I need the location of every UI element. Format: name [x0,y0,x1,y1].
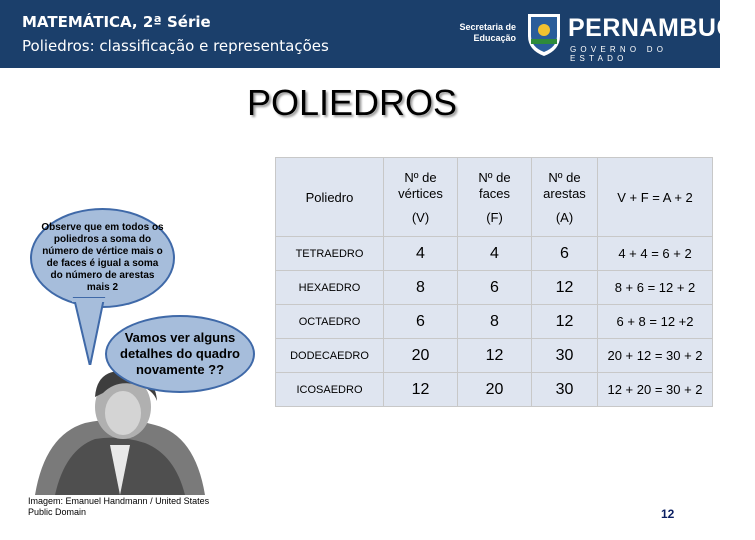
edges-value: 12 [532,305,598,339]
header-arestas-symbol: (A) [555,209,574,225]
slide-header [0,0,755,68]
header-faces [458,158,532,237]
state-emblem-icon [522,10,566,58]
edges-value: 30 [532,339,598,373]
secretaria-label: Secretaria de Educação [459,22,516,43]
subject-title: MATEMÁTICA, 2ª Série [22,13,211,31]
observation-text: Observe que em todos os poliedros a soma do número de vértice mais o de faces é igual a soma do número de arestas mais 2 [41,222,164,293]
faces-value: 8 [458,305,532,339]
euler-equation: 20 + 12 = 30 + 2 [598,339,713,373]
table-row [276,373,713,407]
speech-bubble-observation [30,208,175,308]
vertices-value: 8 [384,271,458,305]
polyhedra-table [275,157,713,407]
table-row [276,237,713,271]
speech-bubble-question [105,315,255,393]
euler-equation: 6 + 8 = 12 +2 [598,305,713,339]
faces-value: 20 [458,373,532,407]
polyhedron-name: HEXAEDRO [276,271,384,305]
faces-value: 12 [458,339,532,373]
header-faces-symbol: (F) [486,209,503,225]
page-number: 12 [661,507,675,521]
question-text: Vamos ver alguns detalhes do quadro novamente ?? [120,330,240,377]
header-formula-label: V + F = A + 2 [617,189,693,205]
vertices-value: 6 [384,305,458,339]
table-row [276,339,713,373]
vertices-value: 12 [384,373,458,407]
euler-equation: 8 + 6 = 12 + 2 [598,271,713,305]
polyhedron-name: DODECAEDRO [276,339,384,373]
edges-value: 12 [532,271,598,305]
faces-value: 6 [458,271,532,305]
faces-value: 4 [458,237,532,271]
polyhedron-name: ICOSAEDRO [276,373,384,407]
state-subtitle: GOVERNO DO ESTADO [570,45,668,63]
header-poliedro [276,158,384,237]
header-poliedro-label: Poliedro [305,189,354,205]
edges-value: 6 [532,237,598,271]
polyhedron-name: TETRAEDRO [276,237,384,271]
table-row [276,305,713,339]
header-arestas-label: Nº de arestas [543,169,586,201]
header-vertices-label: Nº de vértices [398,169,443,201]
edges-value: 30 [532,373,598,407]
header-arestas [532,158,598,237]
table-header-row [276,158,713,237]
lesson-title: Poliedros: classificação e representações [22,37,329,55]
polyhedron-name: OCTAEDRO [276,305,384,339]
vertices-value: 20 [384,339,458,373]
table-row [276,271,713,305]
euler-equation: 4 + 4 = 6 + 2 [598,237,713,271]
header-vertices [384,158,458,237]
header-vertices-symbol: (V) [411,209,430,225]
header-faces-label: Nº de faces [478,169,511,201]
image-credit: Imagem: Emanuel Handmann / United States Public Domain [28,496,210,517]
header-formula [598,158,713,237]
vertices-value: 4 [384,237,458,271]
euler-equation: 12 + 20 = 30 + 2 [598,373,713,407]
slide-title: POLIEDROS [246,82,458,123]
state-name: PERNAMBUCO [568,14,755,42]
